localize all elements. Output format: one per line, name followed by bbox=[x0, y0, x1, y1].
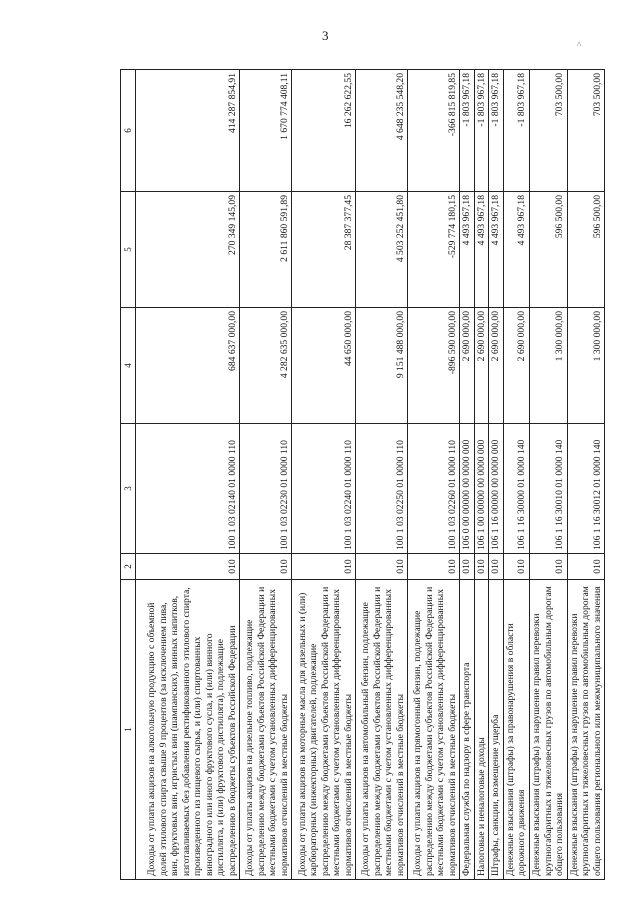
row-remaining-value: 1 670 774 408,11 bbox=[240, 70, 292, 192]
table-row bbox=[474, 70, 489, 880]
row-budget-code: 100 1 03 02230 01 0000 110 bbox=[240, 424, 292, 554]
row-plan-value: 2 690 000,00 bbox=[474, 308, 489, 424]
row-remaining-value: 4 648 235 548,20 bbox=[356, 70, 408, 192]
table-row bbox=[356, 70, 408, 880]
row-code: 010 bbox=[408, 554, 460, 580]
row-plan-value: 2 690 000,00 bbox=[460, 308, 475, 424]
row-executed-value: 4 493 967,18 bbox=[503, 192, 529, 308]
row-plan-value: 9 151 488 000,00 bbox=[356, 308, 408, 424]
row-code: 010 bbox=[503, 554, 529, 580]
row-remaining-value: -1 803 967,18 bbox=[503, 70, 529, 192]
row-budget-code: 106 1 00 00000 00 0000 000 bbox=[474, 424, 489, 554]
row-description: Доходы от уплаты акцизов на моторные масла для дизельных и (или) карбюраторных (инжекторных) двигателей, подлежащие распределению между бюджетами субъектов Российской Федерации и местными бюджетами с учетом установленных дифференцированных нормативов отчислений в местные бюджеты bbox=[292, 580, 356, 880]
row-code: 010 bbox=[460, 554, 475, 580]
row-description: Денежные взыскания (штрафы) за нарушение правил перевозки крупногабаритных и тяжеловесных грузов по автомобильным дорогам общего пользования bbox=[529, 580, 567, 880]
row-executed-value: 270 349 145,09 bbox=[136, 192, 240, 308]
row-remaining-value: 16 262 622,55 bbox=[292, 70, 356, 192]
row-budget-code: 100 1 03 02240 01 0000 110 bbox=[292, 424, 356, 554]
row-executed-value: 4 503 252 451,80 bbox=[356, 192, 408, 308]
header-cell: 2 bbox=[121, 554, 136, 580]
row-executed-value: 4 493 967,18 bbox=[489, 192, 504, 308]
row-executed-value: 2 611 860 591,89 bbox=[240, 192, 292, 308]
row-description: Доходы от уплаты акцизов на дизельное топливо, подлежащие распределению между бюджетами субъектов Российской Федерации и местными бюджетами с учетом установленных дифференцированных нормативов отчислений в местные бюджеты bbox=[240, 580, 292, 880]
table-row bbox=[529, 70, 567, 880]
table-row bbox=[567, 70, 605, 880]
header-cell: 3 bbox=[121, 424, 136, 554]
row-code: 010 bbox=[292, 554, 356, 580]
row-plan-value: 1 300 000,00 bbox=[567, 308, 605, 424]
rotated-table-container bbox=[120, 70, 603, 880]
table-row bbox=[292, 70, 356, 880]
row-plan-value: 2 690 000,00 bbox=[503, 308, 529, 424]
row-code: 010 bbox=[240, 554, 292, 580]
corner-mark: ^ bbox=[577, 40, 582, 50]
row-code: 010 bbox=[567, 554, 605, 580]
row-plan-value: 4 282 635 000,00 bbox=[240, 308, 292, 424]
row-description: Доходы от уплаты акцизов на прямогонный бензин, подлежащие распределению между бюджетами субъектов Российской Федерации и местными бюджетами с учетом установленных дифференцированных нормативов отчислений в местные бюджеты bbox=[408, 580, 460, 880]
row-executed-value: 4 493 967,18 bbox=[474, 192, 489, 308]
row-description: Доходы от уплаты акцизов на алкогольную продукцию с объемной долей этилового спирта свыше 9 процентов (за исключением пива, вин, фруктовых вин, игристых вин (шампанских), винных напитков, изготавливаемых без добавления ректификованного этилового спирта, произведенного из пищевого сырья, и (или) спиртованных виноградного или иного фруктового сусла, и (или) винного дистиллята, и (или) фруктового дистиллята), подлежащие распределению в бюджеты субъектов Российской Федерации bbox=[136, 580, 240, 880]
row-plan-value: 2 690 000,00 bbox=[489, 308, 504, 424]
header-cell: 5 bbox=[121, 192, 136, 308]
table-row bbox=[503, 70, 529, 880]
row-description: Денежные взыскания (штрафы) за нарушение правил перевозки крупногабаритных и тяжеловесных грузов по автомобильным дорогам общего пользования регионального или межмуниципального значения bbox=[567, 580, 605, 880]
table-row bbox=[408, 70, 460, 880]
row-description: Налоговые и неналоговые доходы bbox=[474, 580, 489, 880]
row-executed-value: 596 500,00 bbox=[529, 192, 567, 308]
table-row bbox=[136, 70, 240, 880]
row-remaining-value: 703 500,00 bbox=[567, 70, 605, 192]
header-cell: 6 bbox=[121, 70, 136, 192]
row-budget-code: 100 1 03 02260 01 0000 110 bbox=[408, 424, 460, 554]
row-remaining-value: -366 815 819,85 bbox=[408, 70, 460, 192]
row-executed-value: -529 774 180,15 bbox=[408, 192, 460, 308]
header-cell: 4 bbox=[121, 308, 136, 424]
row-description: Денежные взыскания (штрафы) за правонарушения в области дорожного движения bbox=[503, 580, 529, 880]
row-plan-value: 1 300 000,00 bbox=[529, 308, 567, 424]
row-plan-value: -896 590 000,00 bbox=[408, 308, 460, 424]
row-plan-value: 684 637 000,00 bbox=[136, 308, 240, 424]
row-description: Штрафы, санкции, возмещение ущерба bbox=[489, 580, 504, 880]
row-budget-code: 106 1 16 30000 01 0000 140 bbox=[503, 424, 529, 554]
row-budget-code: 106 1 16 30012 01 0000 140 bbox=[567, 424, 605, 554]
row-plan-value: 44 650 000,00 bbox=[292, 308, 356, 424]
row-budget-code: 100 1 03 02250 01 0000 110 bbox=[356, 424, 408, 554]
row-budget-code: 100 1 03 02140 01 0000 110 bbox=[136, 424, 240, 554]
row-description: Федеральная служба по надзору в сфере транспорта bbox=[460, 580, 475, 880]
table-row bbox=[489, 70, 504, 880]
row-remaining-value: -1 803 967,18 bbox=[460, 70, 475, 192]
row-remaining-value: -1 803 967,18 bbox=[489, 70, 504, 192]
row-budget-code: 106 1 16 30010 01 0000 140 bbox=[529, 424, 567, 554]
header-cell: 1 bbox=[121, 580, 136, 880]
row-code: 010 bbox=[356, 554, 408, 580]
row-executed-value: 28 387 377,45 bbox=[292, 192, 356, 308]
row-remaining-value: 414 287 854,91 bbox=[136, 70, 240, 192]
row-code: 010 bbox=[474, 554, 489, 580]
table-row bbox=[460, 70, 475, 880]
row-code: 010 bbox=[136, 554, 240, 580]
row-budget-code: 106 0 00 00000 00 0000 000 bbox=[460, 424, 475, 554]
table-row bbox=[240, 70, 292, 880]
row-budget-code: 106 1 16 00000 00 0000 000 bbox=[489, 424, 504, 554]
row-code: 010 bbox=[529, 554, 567, 580]
row-remaining-value: -1 803 967,18 bbox=[474, 70, 489, 192]
row-executed-value: 596 500,00 bbox=[567, 192, 605, 308]
row-remaining-value: 703 500,00 bbox=[529, 70, 567, 192]
row-executed-value: 4 493 967,18 bbox=[460, 192, 475, 308]
page-number: 3 bbox=[322, 28, 329, 43]
header-row bbox=[121, 70, 136, 880]
row-code: 010 bbox=[489, 554, 504, 580]
row-description: Доходы от уплаты акцизов на автомобильный бензин, подлежащие распределению между бюджетами субъектов Российской Федерации и местными бюджетами с учетом установленных дифференцированных нормативов отчислений в местные бюджеты bbox=[356, 580, 408, 880]
revenue-table bbox=[120, 69, 605, 880]
